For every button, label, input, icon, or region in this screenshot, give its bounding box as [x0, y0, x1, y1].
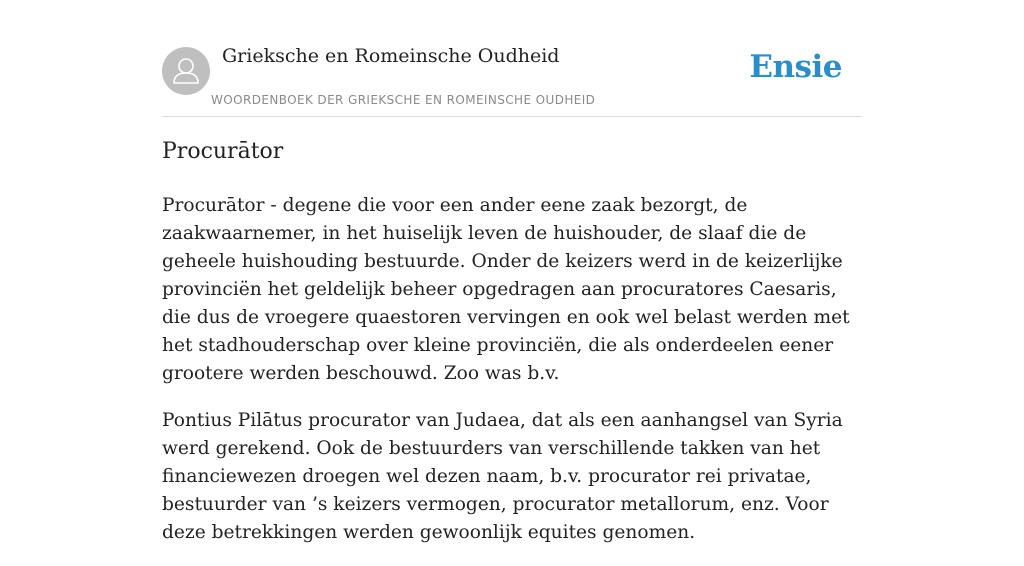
user-avatar-icon[interactable]	[162, 47, 210, 95]
ensie-logo-link[interactable]: Ensie	[749, 49, 842, 85]
entry-title: Procurātor	[162, 139, 284, 164]
dictionary-title[interactable]: Grieksche en Romeinsche Oudheid	[222, 45, 560, 67]
page-container	[162, 0, 862, 543]
entry-paragraph: Procurātor - degene die voor een ander eene zaak bezorgt, de zaakwaarnemer, in het huiselijk leven de huishouder, de slaaf die de geheele huishouding bestuurde. Onder de keizers werd in de keizerlijke provinciën het geldelijk beheer opgedragen aan procuratores Caesaris, die dus de vroegere quaestoren vervingen en ook wel belast werden met het stadhouderschap over kleine provinciën, die als onderdeelen eener grootere werden beschouwd. Zoo was b.v.	[162, 195, 850, 384]
dictionary-header	[162, 0, 862, 117]
entry-paragraph: Pontius Pilātus procurator van Judaea, dat als een aanhangsel van Syria werd gerekend. Ook de bestuurders van verschillende takken van het financiewezen droegen wel dezen naam, b.v. procurator rei privatae, bestuurder van ’s keizers vermogen, procurator metallorum, enz. Voor deze betrekkingen werden gewoonlijk equites genomen.	[162, 410, 843, 543]
dictionary-subtitle: WOORDENBOEK DER GRIEKSCHE EN ROMEINSCHE OUDHEID	[211, 93, 596, 107]
entry-body	[162, 192, 866, 566]
